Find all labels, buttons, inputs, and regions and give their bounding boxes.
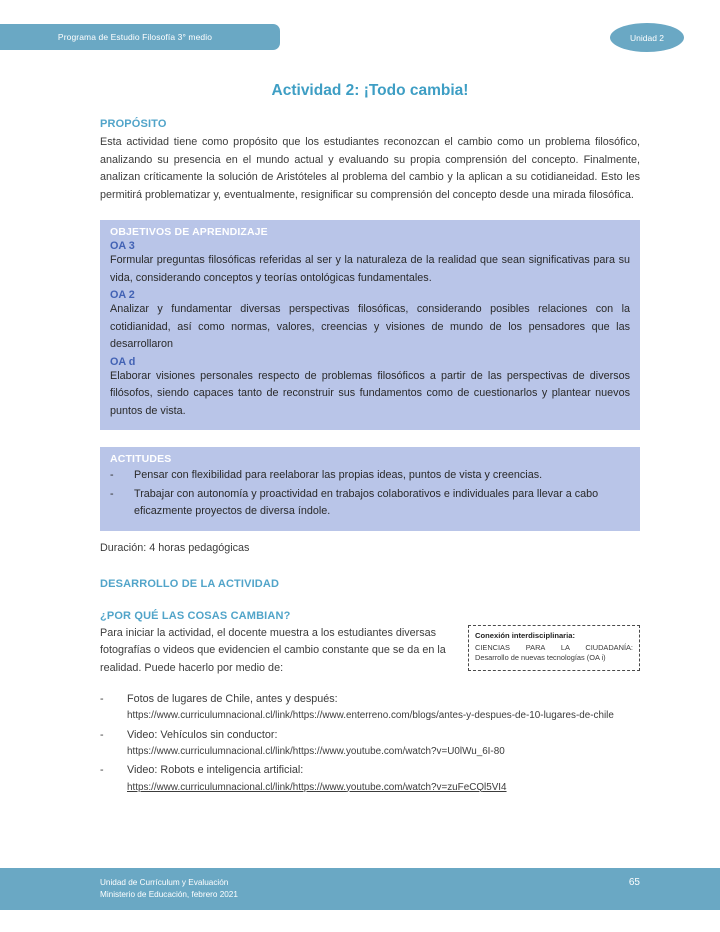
resource-label-1: Video: Vehículos sin conductor:: [127, 728, 278, 741]
list-item: [100, 762, 640, 795]
oa-text-2: Elaborar visiones personales respecto de problemas filosóficos a partir de las perspectivas de diversos filósofos, siendo capaces tanto de reconstruir sus fundamentos como de cuestionarlos y plantear nuevos puntos de vista.: [110, 369, 630, 417]
resource-list: [100, 691, 640, 796]
actitudes-box: [100, 447, 640, 530]
page-content: [100, 0, 640, 795]
conexion-line-2: Desarrollo de nuevas tecnologías (OA i): [475, 653, 606, 663]
bullet-dash-icon: -: [110, 487, 114, 500]
resource-link-2[interactable]: https://www.curriculumnacional.cl/link/https://www.youtube.com/watch?v=zuFeCQl5VI4: [127, 781, 507, 793]
resource-body-0: [127, 691, 640, 724]
desarrollo-intro: Para iniciar la actividad, el docente muestra a los estudiantes diversas fotografías o videos que evidencien el cambio constante que se da en la realidad. Puede hacerlo por medio de:: [100, 626, 446, 674]
resource-label-2: Video: Robots e inteligencia artificial:: [127, 764, 304, 777]
page-number: 65: [628, 877, 640, 888]
bullet-dash-icon: -: [100, 728, 104, 741]
oa-text-0: Formular preguntas filosóficas referidas al ser y la naturaleza de la realidad que sean significativas para su vida, considerando conceptos y teorías ontológicas fundamentales.: [110, 254, 630, 284]
oa-code-0: OA 3: [110, 240, 135, 253]
resource-body-1: [127, 727, 640, 760]
unit-badge-label: Unidad 2: [629, 32, 665, 43]
footer-line-1: Unidad de Currículum y Evaluación: [100, 878, 229, 887]
bullet-dash-icon: -: [100, 764, 104, 777]
oa-text-1: Analizar y fundamentar diversas perspectivas filosóficas, considerando posibles relaciones con la cotidianidad, así como normas, valores, creencias y visiones de mundo de los pensadores que las desarrollaron: [110, 303, 630, 351]
actitud-text-1: Trabajar con autonomía y proactividad en trabajos colaborativos e individuales para llevar a cabo eficazmente proyectos de diversa índole.: [134, 487, 599, 518]
conexion-line-1: CIENCIAS PARA LA CIUDADANÍA:: [475, 642, 633, 652]
actitud-item: [110, 486, 630, 521]
proposito-paragraph: Esta actividad tiene como propósito que los estudiantes reconozcan el cambio como un problema filosófico, analizando su presencia en el mundo actual y evaluando su propia comprensión del concepto. Finalmente, analizan críticamente la solución de Aristóteles al problema del cambio y la aplican a su cotidianeidad. Esto les permitirá problematizar y, eventualmente, resignificar su comprensión del concepto desde una mirada filosófica.: [100, 136, 640, 201]
desarrollo-heading: DESARROLLO DE LA ACTIVIDAD: [100, 577, 280, 590]
list-item: [100, 727, 640, 760]
footer-text-block: [100, 877, 238, 901]
resource-body-2: [127, 762, 640, 795]
footer-inner: [100, 877, 640, 901]
objetivos-box: [100, 220, 640, 430]
intro-section: [100, 625, 640, 683]
actitud-text-0: Pensar con flexibilidad para reelaborar las propias ideas, puntos de vista y creencias.: [134, 469, 543, 482]
oa-code-2: OA d: [110, 355, 136, 368]
bullet-dash-icon: -: [100, 692, 104, 705]
conexion-interdisciplinaria-box: [468, 625, 640, 671]
page-footer: [0, 868, 720, 910]
bullet-dash-icon: -: [110, 469, 114, 482]
resource-link-0[interactable]: https://www.curriculumnacional.cl/link/https://www.enterreno.com/blogs/antes-y-despues-de-10-lugares-de-chile: [127, 709, 614, 721]
footer-line-2: Ministerio de Educación, febrero 2021: [100, 889, 238, 899]
actitud-item: [110, 467, 630, 484]
proposito-heading: PROPÓSITO: [100, 118, 167, 130]
desarrollo-subheading: ¿POR QUÉ LAS COSAS CAMBIAN?: [100, 609, 291, 622]
page-title: Actividad 2: ¡Todo cambia!: [271, 82, 469, 99]
duracion-text: Duración: 4 horas pedagógicas: [100, 541, 250, 554]
conexion-title: Conexión interdisciplinaria:: [475, 630, 576, 640]
list-item: [100, 691, 640, 724]
resource-label-0: Fotos de lugares de Chile, antes y después:: [127, 692, 338, 705]
objetivos-box-title: OBJETIVOS DE APRENDIZAJE: [110, 226, 268, 239]
program-tab-label: Programa de Estudio Filosofía 3° medio: [57, 32, 213, 42]
resource-link-1[interactable]: https://www.curriculumnacional.cl/link/https://www.youtube.com/watch?v=U0lWu_6I-80: [127, 745, 505, 757]
actitudes-box-title: ACTITUDES: [110, 453, 172, 466]
oa-code-1: OA 2: [110, 289, 135, 302]
